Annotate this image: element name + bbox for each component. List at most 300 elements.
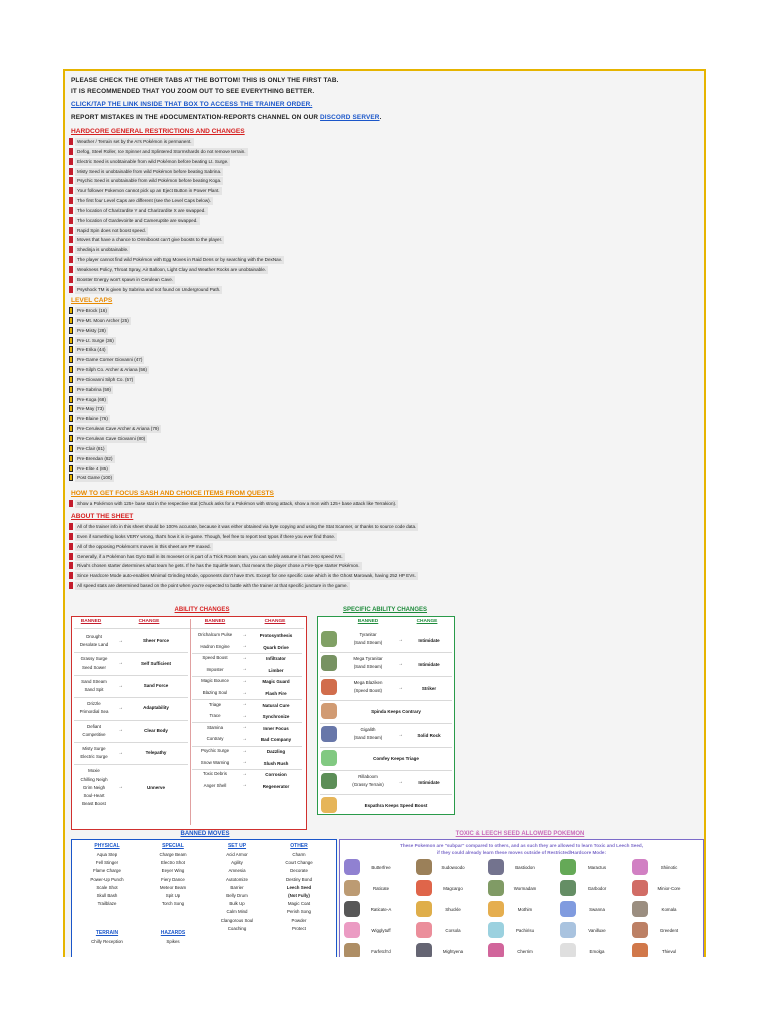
pokemon-name: Wigglytuff	[371, 928, 391, 933]
hardcore-item-text: Psyshock TM is given by Sabrina and not found on Underground Path.	[77, 286, 221, 292]
hardcore-item-text: The player cannot find wild Pokémon with Egg Moves in Raid Dens or by searching with the DexNav.	[77, 257, 282, 263]
banned-ability: Triage	[208, 701, 222, 707]
moves-column-header: TERRAIN	[95, 930, 119, 936]
replacement-ability: Self Sufficient	[140, 660, 171, 666]
report-period: .	[379, 114, 382, 121]
hardcore-item-text: Weakness Policy, Throat Spray, Air Balloon, Light Clay and Weather Rocks are unobtainable.	[77, 266, 267, 272]
bullet-marker	[69, 177, 73, 184]
hardcore-item-text: The location of Gardevoirite and Cameruptite are swapped.	[77, 217, 198, 223]
replacement-ability: Telepathy	[145, 750, 167, 756]
arrow-icon: →	[118, 727, 123, 734]
level-cap-text: Pre-Cerulean Cave Giovanni (80)	[77, 435, 146, 441]
hardcore-title: HARDCORE GENERAL RESTRICTIONS AND CHANGES	[71, 128, 245, 135]
bullet-marker	[69, 572, 73, 579]
pokemon-sprite-icon	[560, 922, 576, 938]
pokemon-sprite-icon	[488, 943, 504, 957]
banned-move: Clangorous Soul	[220, 917, 254, 923]
bullet-marker	[69, 582, 73, 589]
level-cap-text: Post Game (100)	[77, 475, 112, 481]
pokemon-name: Mega Blaziken	[353, 680, 383, 685]
banned-ability: Sand Stream	[81, 678, 107, 684]
pokemon-sprite-icon	[344, 901, 360, 917]
row-divider	[320, 770, 452, 771]
col-change-left: CHANGE	[138, 619, 160, 624]
banned-move: Leech Seed	[286, 884, 312, 890]
header-line-2: IT IS RECOMMENDED THAT YOU ZOOM OUT TO SEE EVERYTHING BETTER.	[71, 88, 315, 95]
col-change: CHANGE	[416, 619, 438, 624]
banned-move: (Not Fully)	[288, 892, 310, 898]
replacement-ability: Intimidate	[418, 661, 440, 667]
bullet-marker	[69, 376, 73, 383]
pokemon-sprite-icon	[321, 655, 337, 671]
banned-move: Chilly Reception	[91, 939, 123, 944]
header-divider	[74, 628, 304, 629]
replacement-ability: Protosynthesis	[259, 633, 293, 638]
toxic-note-2: if they could already learn these moves outside of Restricted/Hardcore Mode:	[437, 850, 606, 855]
specific-rule: Spinda Keeps Contrary	[371, 709, 421, 714]
arrow-icon: →	[242, 654, 247, 661]
pokemon-name: Minior-Core	[657, 886, 681, 891]
banned-ability: Imposter	[206, 666, 224, 672]
banned-move: Decorate	[290, 868, 308, 874]
banned-ability: Soul-Heart	[83, 793, 105, 798]
hardcore-item-text: Electric Seed is unobtainable from wild Pokémon before beating Lt. Surge.	[77, 158, 229, 164]
specific-rule: Comfey Keeps Triage	[373, 756, 419, 761]
replacement-ability: Sheer Force	[142, 638, 169, 644]
banned-move: Perish Song	[287, 909, 311, 915]
bullet-marker	[69, 227, 73, 234]
pokemon-sprite-icon	[488, 859, 504, 875]
pokemon-sprite-icon	[488, 880, 504, 896]
row-divider	[74, 720, 188, 721]
replacement-ability: Solid Rock	[417, 732, 441, 738]
banned-ability: Blazing Soul	[202, 690, 228, 695]
pokemon-sprite-icon	[321, 703, 337, 719]
level-cap-text: Pre-Game Corner Giovanni (47)	[77, 357, 143, 363]
banned-ability: Contrary	[206, 736, 224, 742]
banned-move: Autotomize	[226, 876, 248, 882]
replacement-ability: Flash Fire	[265, 691, 287, 696]
banned-ability: Beast Boost	[82, 801, 106, 807]
bullet-marker	[69, 246, 73, 253]
banned-ability: (Sand Stream)	[353, 640, 383, 645]
level-cap-text: Pre-Koga (68)	[77, 396, 106, 402]
banned-move: Eeyer Wing	[161, 868, 185, 874]
banned-move: Fell Stinger	[95, 860, 119, 866]
discord-server-link[interactable]: DISCORD SERVER	[320, 114, 380, 121]
row-divider	[320, 723, 452, 724]
arrow-icon: →	[398, 779, 403, 785]
pokemon-sprite-icon	[560, 901, 576, 917]
banned-move: Fiery Dance	[161, 876, 185, 882]
moves-column	[206, 842, 268, 933]
pokemon-name: Sudowoodo	[441, 865, 465, 870]
specific-changes-table	[317, 616, 455, 815]
pokemon-name: Wormadam	[513, 886, 537, 891]
row-divider	[74, 652, 188, 653]
moves-column	[142, 842, 204, 908]
bullet-marker	[69, 236, 73, 243]
col-banned-right: BANNED	[204, 619, 226, 624]
banned-moves-table	[71, 839, 337, 957]
arrow-icon: →	[398, 732, 403, 738]
pokemon-name: Greedent	[659, 928, 679, 933]
specific-rule: Espathra Keeps Speed Boost	[364, 803, 428, 808]
arrow-icon: →	[242, 759, 247, 766]
arrow-icon: →	[242, 689, 247, 696]
focus-sash-item-text: Show a Pokémon with 125+ base stat in the respective stat (Chuck asks for a Pokémon with strong attack, show a mon with 125+ base attack like Terrakion).	[77, 501, 397, 506]
pokemon-name: Gigalith	[360, 727, 376, 732]
row-divider	[320, 652, 452, 653]
banned-ability: Anger Shell	[203, 782, 227, 788]
level-cap-text: Pre-Blaine (76)	[77, 416, 108, 422]
pokemon-sprite-icon	[321, 750, 337, 766]
banned-ability: Magic Bounce	[201, 678, 229, 684]
pokemon-name: Farfetch'd	[371, 949, 391, 954]
level-cap-text: Pre-Cerulean Cave Archer & Ariana (79)	[77, 426, 159, 432]
arrow-icon: →	[242, 724, 247, 731]
banned-ability: (Grassy Terrain)	[352, 782, 384, 787]
pokemon-sprite-icon	[416, 859, 432, 875]
bullet-marker	[69, 435, 73, 442]
arrow-icon: →	[242, 770, 247, 777]
arrow-icon: →	[242, 677, 247, 684]
banned-ability: Primordial Sea	[79, 709, 109, 715]
banned-ability: Drought	[86, 634, 102, 639]
bullet-marker	[69, 158, 73, 165]
arrow-icon: →	[242, 631, 247, 638]
banned-ability: (Sand Stream)	[353, 664, 383, 669]
banned-ability: Grim Neigh	[82, 784, 106, 790]
bullet-marker	[69, 307, 73, 314]
banned-ability: (Speed Boost)	[353, 688, 383, 693]
hardcore-item-text: Moves that have a chance to Omniboost can't give boosts to the player.	[77, 237, 223, 243]
row-divider	[192, 699, 302, 700]
banned-ability: Trace	[209, 713, 221, 719]
banned-move: Meteor Beam	[159, 884, 187, 890]
pokemon-sprite-icon	[632, 880, 648, 896]
replacement-ability: Inner Focus	[263, 725, 289, 731]
bullet-marker	[69, 425, 73, 432]
pokemon-sprite-icon	[416, 880, 432, 896]
trainer-order-link[interactable]: CLICK/TAP THE LINK INSIDE THAT BOX TO ACCESS THE TRAINER ORDER.	[71, 101, 313, 108]
banned-move: Barrier	[230, 884, 244, 890]
banned-move: Amnesia	[228, 868, 246, 874]
banned-move: Destiny Bond	[285, 876, 313, 882]
replacement-ability: Limber	[268, 667, 284, 673]
replacement-ability: Intimidate	[418, 637, 440, 643]
pokemon-sprite-icon	[488, 901, 504, 917]
bullet-marker	[69, 396, 73, 403]
hardcore-item-text: Defog, Steel Roller, Ice Spinner and Splintered Stormshards do not remove terrain.	[77, 148, 246, 154]
bullet-marker	[69, 187, 73, 194]
bullet-marker	[69, 346, 73, 353]
banned-ability: Moxie	[88, 768, 100, 774]
banned-move: Protect	[292, 925, 306, 931]
row-divider	[74, 697, 188, 698]
bullet-marker	[69, 276, 73, 283]
bullet-marker	[69, 523, 73, 530]
pokemon-sprite-icon	[560, 859, 576, 875]
banned-move: Court Change	[285, 860, 313, 866]
banned-ability: Psychic Surge	[200, 748, 230, 753]
arrow-icon: →	[242, 666, 247, 673]
pokemon-name: Swanna	[589, 907, 605, 912]
hardcore-item-text: Psychic Seed is unobtainable from wild Pokémon before beating Koga.	[77, 178, 222, 184]
sheet-frame	[63, 69, 706, 957]
banned-ability: Speed Boost	[202, 655, 228, 661]
pokemon-name: Mightyena	[442, 949, 464, 954]
arrow-icon: →	[242, 782, 247, 789]
about-item-text: All of the opposing Pokémon's moves in this sheet are PP maxed.	[77, 543, 211, 549]
row-divider	[320, 676, 452, 677]
specific-changes-title: SPECIFIC ABILITY CHANGES	[342, 607, 427, 613]
bullet-marker	[69, 533, 73, 540]
banned-move: Acid Armor	[226, 852, 248, 857]
bullet-marker	[69, 415, 73, 422]
moves-column-header: PHYSICAL	[94, 843, 120, 849]
pokemon-name: Butterfree	[371, 865, 391, 870]
arrow-icon: →	[242, 643, 247, 650]
replacement-ability: Natural Cure	[262, 702, 290, 708]
level-cap-text: Pre-Brendan (82)	[77, 455, 113, 461]
banned-move: Power-Up Punch	[90, 876, 124, 882]
bullet-marker	[69, 138, 73, 145]
banned-moves-title: BANNED MOVES	[180, 831, 230, 837]
pokemon-name: Maractus	[587, 865, 607, 870]
arrow-icon: →	[398, 661, 403, 667]
moves-column-header: SPECIAL	[162, 843, 184, 849]
banned-ability: Misty Surge	[82, 746, 106, 751]
row-divider	[320, 700, 452, 701]
banned-move: Charge Beam	[159, 852, 187, 857]
banned-ability: Sand Spit	[84, 687, 104, 692]
pokemon-sprite-icon	[416, 901, 432, 917]
pokemon-name: Cherrim	[517, 949, 533, 954]
replacement-ability: Infiltrator	[266, 656, 286, 662]
banned-ability: Snow Warning	[200, 759, 230, 765]
pokemon-name: Tyranitar	[359, 632, 377, 637]
banned-move: Calm Mind	[226, 909, 248, 915]
arrow-icon: →	[118, 637, 123, 644]
hardcore-item-text: Misty Seed is unobtainable from wild Pokémon before beating Sabrina.	[77, 168, 222, 174]
arrow-icon: →	[118, 660, 123, 667]
bullet-marker	[69, 317, 73, 324]
pokemon-name: Mega Tyranitar	[353, 656, 383, 661]
pokemon-name: Raticate	[372, 886, 390, 891]
about-item-text: Since Hardcore Mode auto-enables Minimal Grinding Mode, opponents don't have EVs. Except for one specific case which is the Ghost Marowak, having 252 HP EVs.	[77, 573, 416, 579]
banned-move: Trailblaze	[97, 901, 117, 907]
moves-column	[268, 842, 330, 933]
arrow-icon: →	[398, 685, 403, 691]
arrow-icon: →	[398, 637, 403, 643]
banned-ability: (Sand Stream)	[353, 735, 383, 740]
arrow-icon: →	[242, 747, 247, 754]
banned-move: Spikes	[166, 939, 180, 944]
replacement-ability: Clear Body	[144, 727, 168, 733]
bullet-marker	[69, 337, 73, 344]
bullet-marker	[69, 286, 73, 293]
banned-ability: Seed Sower	[82, 664, 106, 670]
pokemon-name: Magcargo	[443, 886, 463, 891]
banned-move: Aqua Step	[96, 852, 118, 857]
pokemon-sprite-icon	[344, 943, 360, 957]
level-caps-title: LEVEL CAPS	[71, 297, 113, 304]
pokemon-sprite-icon	[321, 773, 337, 789]
bullet-marker	[69, 500, 73, 507]
bullet-marker	[69, 553, 73, 560]
pokemon-name: Mothim	[517, 907, 533, 912]
hardcore-item-text: The location of Charizardite Y and Charizardite X are swapped.	[77, 207, 206, 213]
about-item-text: Generally, if a Pokémon has Gyro Ball in its moveset or is part of a Trick Room team, you can safely assume it has zero speed IVs.	[77, 553, 343, 559]
bullet-marker	[69, 356, 73, 363]
pokemon-sprite-icon	[560, 943, 576, 957]
pokemon-sprite-icon	[344, 880, 360, 896]
row-divider	[74, 675, 188, 676]
moves-column	[142, 929, 204, 946]
about-item-text: All of the trainer info in this sheet should be 100% accurate, because it was either obtained via byte copying and using the Stat Scanner, or thanks to source code data.	[77, 524, 417, 529]
pokemon-sprite-icon	[321, 797, 337, 813]
hardcore-item-text: Shedinja is unobtainable.	[77, 247, 129, 253]
about-item-text: Rival's chosen starter determines what team he gets. If he has the Squirtle team, that means the player chose a Fire-type starter Pokémon.	[77, 563, 360, 569]
moves-column	[76, 842, 138, 908]
row-divider	[192, 769, 302, 770]
replacement-ability: Sand Force	[143, 683, 169, 688]
pokemon-sprite-icon	[416, 922, 432, 938]
level-cap-text: Pre-Lt. Surge (36)	[77, 337, 114, 343]
moves-column-header: OTHER	[290, 843, 308, 849]
banned-move: Belly Drum	[226, 892, 248, 898]
banned-move: Bulk Up	[229, 901, 245, 907]
banned-ability: Orichalcum Pulse	[197, 632, 233, 637]
replacement-ability: Dazzling	[266, 749, 286, 754]
pokemon-name: Raticate-A	[370, 907, 392, 912]
banned-move: Powder	[291, 917, 307, 923]
pokemon-sprite-icon	[632, 922, 648, 938]
pokemon-sprite-icon	[344, 922, 360, 938]
bullet-marker	[69, 148, 73, 155]
hardcore-item-text: Booster Energy won't spawn in Cerulean Cave.	[77, 276, 174, 282]
bullet-marker	[69, 455, 73, 462]
header-line-4	[71, 114, 382, 121]
about-item-text: All speed stats are determined based on the point when you're expected to battle with the trainer at that specific juncture in the game.	[77, 583, 348, 589]
report-text: REPORT MISTAKES IN THE #DOCUMENTATION-REPORTS CHANNEL ON OUR	[71, 114, 321, 121]
bullet-marker	[69, 445, 73, 452]
moves-column-header: SET UP	[227, 843, 247, 849]
pokemon-sprite-icon	[344, 859, 360, 875]
hardcore-item-text: Weather / Terrain set by the AI's Pokémon is permanent.	[77, 139, 192, 144]
hardcore-item-text: The first four Level Caps are different (see the Level Caps below).	[77, 198, 211, 204]
arrow-icon: →	[118, 704, 123, 711]
banned-ability: Electric Surge	[80, 754, 108, 760]
banned-ability: Chilling Neigh	[80, 776, 108, 782]
pokemon-name: Thievul	[661, 949, 677, 954]
level-cap-text: Pre-Sabrina (59)	[77, 386, 111, 392]
arrow-icon: →	[118, 784, 123, 791]
banned-ability: Desolate Land	[79, 642, 109, 648]
replacement-ability: Regenerator	[262, 783, 290, 789]
col-change-right: CHANGE	[264, 619, 286, 624]
hardcore-item-text: Your follower Pokemon cannot pick up an Eject Button in Power Plant.	[77, 188, 220, 194]
bullet-marker	[69, 207, 73, 214]
row-divider	[192, 653, 302, 654]
pokemon-sprite-icon	[488, 922, 504, 938]
pokemon-name: Garbodor	[587, 886, 607, 891]
banned-ability: Toxic Debris	[203, 771, 227, 777]
level-cap-text: Pre-Silph Co. Archer & Ariana (56)	[77, 367, 147, 373]
arrow-icon: →	[242, 735, 247, 742]
replacement-ability: Unnerve	[146, 784, 165, 790]
moves-column	[76, 929, 138, 946]
level-cap-text: Pre-Erika (44)	[77, 347, 106, 353]
col-banned-left: BANNED	[80, 619, 102, 624]
pokemon-name: Bastiodon	[515, 865, 535, 870]
about-title: ABOUT THE SHEET	[71, 513, 134, 520]
bullet-marker	[69, 266, 73, 273]
pokemon-name: Emolga	[589, 949, 605, 954]
banned-ability: Grassy Surge	[80, 656, 108, 662]
bullet-marker	[69, 465, 73, 472]
banned-ability: Hadron Engine	[200, 643, 230, 649]
replacement-ability: Quark Drive	[263, 644, 289, 650]
bullet-marker	[69, 386, 73, 393]
banned-ability: Defiant	[87, 723, 101, 729]
banned-move: Coaching	[227, 925, 247, 931]
row-divider	[320, 794, 452, 795]
bullet-marker	[69, 256, 73, 263]
row-divider	[192, 722, 302, 723]
moves-column-header: HAZARDS	[160, 930, 186, 936]
bullet-marker	[69, 543, 73, 550]
level-cap-text: Pre-Clair (81)	[77, 445, 105, 451]
pokemon-sprite-icon	[416, 943, 432, 957]
pokemon-name: Komala	[661, 907, 677, 912]
row-divider	[74, 742, 188, 743]
pokemon-name: Pachirisu	[515, 928, 535, 933]
arrow-icon: →	[242, 701, 247, 708]
arrow-icon: →	[118, 682, 123, 689]
replacement-ability: Synchronize	[262, 714, 290, 720]
level-cap-text: Pre-Brock (16)	[77, 308, 107, 313]
pokemon-name: Shuckle	[445, 907, 461, 912]
banned-move: Electro Shot	[161, 860, 185, 866]
column-divider	[190, 619, 191, 825]
level-cap-text: Pre-Misty (28)	[77, 327, 106, 333]
bullet-marker	[69, 474, 73, 481]
pokemon-sprite-icon	[321, 631, 337, 647]
pokemon-sprite-icon	[632, 859, 648, 875]
bullet-marker	[69, 217, 73, 224]
toxic-note-1: These Pokemon are "subpar" compared to others, and as such they are allowed to learn Toxic and Leech Seed,	[400, 843, 643, 848]
toxic-title: TOXIC & LEECH SEED ALLOWED POKEMON	[455, 831, 585, 837]
replacement-ability: Adaptability	[143, 705, 169, 711]
replacement-ability: Intimidate	[418, 779, 440, 785]
banned-move: Spit Up	[165, 892, 181, 898]
banned-move: Magic Coat	[287, 901, 311, 907]
arrow-icon: →	[118, 749, 123, 756]
replacement-ability: Slush Rush	[263, 760, 289, 766]
banned-ability: Competitive	[82, 731, 106, 737]
bullet-marker	[69, 327, 73, 334]
row-divider	[74, 764, 188, 765]
banned-move: Agility	[231, 860, 243, 866]
pokemon-name: Shiinotic	[660, 865, 678, 870]
level-cap-text: Pre-May (73)	[77, 406, 104, 412]
replacement-ability: Striker	[421, 685, 437, 691]
pokemon-sprite-icon	[321, 679, 337, 695]
bullet-marker	[69, 405, 73, 412]
banned-move: Charm	[292, 852, 306, 857]
